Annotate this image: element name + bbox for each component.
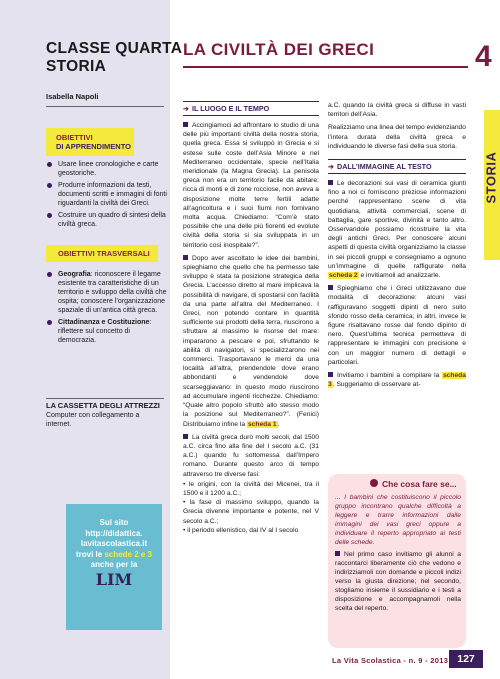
class-title: [46, 40, 182, 76]
magazine-footer: La Vita Scolastica - n. 9 - 2013: [332, 656, 449, 665]
square-bullet-icon: [335, 551, 340, 556]
help-box-intro: ... I bambini che costituiscono il piccolo gruppo incontrano qualche difficoltà a leggere e trarre informazioni dalle immagini dei vasi greci oppure a individuare il reperto appropriato ai testi delle schede.: [335, 494, 461, 546]
lim-word: LIM: [95, 569, 133, 589]
square-bullet-icon: [328, 372, 333, 377]
author-name: Isabella Napoli: [46, 92, 99, 101]
divider: [46, 398, 164, 399]
arrow-icon: ➔: [183, 104, 190, 113]
list-item: • le origini, con la civiltà dei Micenei, tra il 1500 e il 1200 a.C.;: [183, 480, 319, 497]
square-bullet-icon: [183, 434, 188, 439]
page-number: 127: [449, 650, 483, 668]
list-item: • il periodo ellenistico, dal IV al I secolo: [183, 526, 299, 534]
paragraph: Accingiamoci ad affrontare lo studio di una delle più importanti civiltà della nostra storia, quella greca. Essa si sviluppò in Grecia e si estese sulle coste dell’Asia Minore e nel Mediterraneo occidentale, specie nell’Italia meridionale (la Magna Grecia). La penisola greca non era un territorio facile da abitare: ricca di monti e di zone rocciose, non aveva a disposizione molte terre fertili adatte all’agricoltura e i suoi fiumi non fornivano molta acqua. Chiediamo: “Com’è stato possibile che una delle più fiorenti ed evolute civiltà della storia si sia sviluppata in un territorio così inospitale?”.: [183, 122, 319, 249]
square-bullet-icon: [328, 285, 333, 290]
unit-number: 4: [475, 40, 492, 73]
site-link[interactable]: http://didattica.: [85, 528, 143, 538]
lim-box: Sul sito http://didattica. lavitascolastica.it trovi le schede 2 e 3 anche per la LIM: [66, 504, 162, 630]
section-heading: ➔ IL LUOGO E IL TEMPO: [183, 101, 319, 116]
list-item: • la fase di massimo sviluppo, quando la Grecia divenne importante e potente, nel V secolo a.C.;: [183, 499, 319, 525]
help-box: [328, 474, 466, 648]
paragraph: Le decorazioni sui vasi di ceramica giunti fino a noi ci forniscono preziose informazioni perché rappresentano scene di vita quotidiana, attività commerciali, scene di battaglia, gare sportive, divinità e tanto altro. Osservandole possiamo ricostruire la vita degli antichi Greci. Per conoscere alcuni aspetti di questa civiltà organizziamo la classe in sei piccoli gruppi e consegniamo a ognuno un’immagine di quelle raffigurate nella scheda 2 e invitiamoli ad analizzarle.: [328, 180, 466, 280]
paragraph: a.C. quando la civiltà greca si diffuse in vasti territori dell’Asia.: [328, 102, 466, 119]
column-2: [328, 101, 466, 393]
section-heading: ➔ DALL’IMMAGINE AL TESTO: [328, 159, 466, 174]
list-item: Costruire un quadro di sintesi della civiltà greca.: [46, 211, 168, 229]
divider: [46, 106, 164, 107]
column-text: [328, 101, 466, 151]
site-link[interactable]: lavitascolastica.it: [80, 539, 148, 548]
subject-line: STORIA: [46, 58, 107, 75]
cassetta-label: LA CASSETTA DEGLI ATTREZZI: [46, 401, 160, 410]
column-1: [183, 101, 319, 535]
list-item: Geografia: riconoscere il legame esistente tra caratteristiche di un territorio e sviluppo della civiltà che ospita; conoscere l’organizzazione spaziale di un’antica città greca.: [46, 270, 168, 315]
trasversali-label: OBIETTIVI TRASVERSALI: [46, 245, 158, 262]
column-text: [183, 121, 319, 535]
list-item: Produrre informazioni da testi, documenti scritti e immagini di fonti riguardanti la civiltà dei Greci.: [46, 181, 168, 208]
square-bullet-icon: [183, 122, 188, 127]
help-box-text: Nel primo caso invitiamo gli alunni a raccontarci liberamente ciò che vedono e indirizziamoli con domande e piccoli indizi verso la giusta direzione; nel secondo, stogliamo insieme il sussidiario e i testi a disposizione e accompagnamoli nella scelta del reperto.: [335, 551, 461, 612]
objectives-list: [46, 160, 168, 232]
side-tab-label: STORIA: [483, 151, 499, 204]
paragraph: Invitiamo i bambini a compilare la scheda 3. Suggeriamo di osservare at-: [328, 372, 466, 389]
page-title: LA CIVILTÀ DEI GRECI: [183, 40, 375, 59]
arrow-icon: ➔: [328, 162, 335, 172]
trasversali-list: [46, 270, 168, 348]
paragraph: Dopo aver ascoltato le idee dei bambini, spieghiamo che quello che ha permesso tale sviluppo è stata la posizione strategica della Grecia. L’accesso diretto al mare implicava la possibilità di navigare, di spostarsi con facilità da una parte all’altra del Mediterraneo. I Greci, non potendo contare in quantità sufficiente sui prodotti della terra, riuscirono a sfruttare al massimo le risorse del mare: impararono a pescare e poi, sfruttando le abilità di navigatori, si specializzarono nei commerci. Trasportavano le merci da una località all’altra, prendendole dove erano abbondanti e vendendole dove scarseggiavano: in questo modo riuscirono ad accumulare ingenti ricchezze. Chiediamo: “Quale altro popolo sfruttò allo stesso modo la posizione sul Mediterraneo?”. (Fenici) Distribuiamo infine la scheda 1.: [183, 254, 319, 428]
title-rule: [183, 66, 468, 68]
paragraph: Spieghiamo che i Greci utilizzavano due modalità di decorazione: alcuni vasi raffiguravano soggetti dipinti di nero sullo sfondo rosso della ceramica; in altri, invece le figure risaltavano rosse dal fondo dipinto di nero. Quest’ultima tecnica permetteva di rappresentare le immagini con precisione e con un maggior numero di dettagli e particolari.: [328, 285, 466, 366]
cassetta-text: Computer con collegamento a internet.: [46, 412, 140, 428]
list-item: Cittadinanza e Costituzione: riflettere sul concetto di democrazia.: [46, 318, 168, 345]
help-box-title: Che cosa fare se...: [370, 479, 457, 489]
list-item: Usare linee cronologiche e carte geostoriche.: [46, 160, 168, 178]
arrow-icon: [370, 479, 378, 487]
square-bullet-icon: [183, 255, 188, 260]
paragraph: La civiltà greca durò molti secoli, dal 1500 a.C. circa fino alla fine del I secolo a.C. (31 a.C.) quando fu sottomessa dall’Impero romano. Durante questo arco di tempo attraverso tre diverse fasi:: [183, 433, 319, 478]
class-line: CLASSE QUARTA: [46, 40, 183, 57]
side-tab: [484, 110, 500, 260]
objectives-label: OBIETTIVI DI APPRENDIMENTO: [46, 128, 134, 156]
square-bullet-icon: [328, 180, 333, 185]
paragraph: Realizziamo una linea del tempo evidenziando l’intera durata della civiltà greca e individuando le diverse fasi della sua storia.: [328, 124, 466, 150]
column-text: [328, 179, 466, 389]
